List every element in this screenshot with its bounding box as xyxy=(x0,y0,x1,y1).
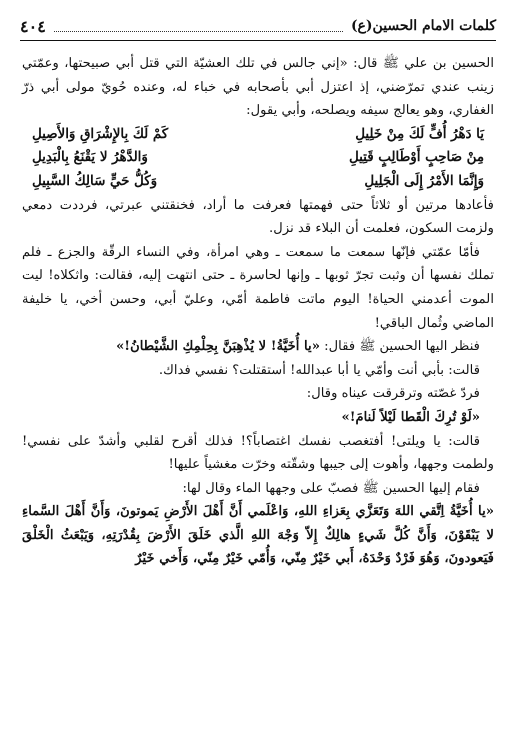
paragraph-qata-proverb: «لَوْ تُرِكَ الْقَطا لَيْلاً لَنامَ!» xyxy=(341,409,480,425)
page-body xyxy=(22,52,494,740)
page-header xyxy=(20,14,496,41)
paragraph-narration-intro: الحسين بن علي ﷺ قال: «إني جالس في تلك العشيّة التي قتل أبي صبيحتها، وعمّتي زينب عندي تمرّضني، إذ اعتزل أبي بأصحابه في خباء له، وعنده حُويّ مولى أبي ذرّ الغفاري، وهو يعالج سيفه ويصلحه، وأبي يقول: xyxy=(22,56,494,119)
paragraph-zaynab: فأمّا عمّتي فإنّها سمعت ما سمعت ـ وهي امرأة، وفي النساء الرقّة والجزع ـ فلم تملك نفسها أن وثبت تجرّ ثوبها ـ وإنها لحاسرة ـ حتى انتهت إليه، فقالت: واثكلاه! ليت الموت أعدمني الحياة! اليوم ماتت فاطمة أمّي، وعليّ أبي، وحسن أخي، يا خليفة الماضي وثُمال الباقي! xyxy=(22,244,494,331)
page-number: ٤٠٤ xyxy=(20,16,46,36)
paragraph-husayn-reply xyxy=(22,335,494,359)
poem-verse-2-second: وَالدَّهْرُ لا يَقْنَعُ بِالْبَدِيلِ xyxy=(32,149,148,166)
narration-text: فنظر اليها الحسين ﷺ فقال: xyxy=(319,339,480,355)
paragraph-zaynab-reply: قالت: بأبي أنت وأمّي يا أبا عبدالله! أستقتلت؟ نفسي فداك. xyxy=(158,362,480,378)
running-title: كلمات الامام الحسين(ع) xyxy=(350,18,496,34)
paragraph-consolation: «يا أُخَيَّةُ اِتَّقي اللهَ وَتَعَزَّي بِعَزاءِ اللهِ، وَاعْلَمي أَنَّ أَهْلَ الأَرْضِ يَموتونَ، وَأَنَّ أَهْلَ السَّماءِ لا يَبْقَوْنَ، وَأَنَّ كُلَّ شَيءٍ هالِكٌ إِلاّ وَجْهَ اللهِ الَّذي خَلَقَ الأَرْضَ بِقُدْرَتِهِ، وَيَبْعَثُ الْخَلْقَ فَيَعودونَ، وَهُوَ فَرْدٌ وَحْدَهُ، أَبي خَيْرٌ مِنّي، وَأُمّي خَيْرٌ مِنّي، وَأَخي خَيْرٌ xyxy=(22,504,494,567)
poem-block xyxy=(32,123,484,194)
paragraph-zaynab-lament: قالت: يا ويلتى! أفتغصب نفسك اغتصاباً؟! فذلك أقرح لقلبي وأشدّ على نفسي! ولطمت وجهها، وأهوت إلى جيبها وشقّته وخرّت مغشياً عليها! xyxy=(22,433,494,473)
paragraph-husayn-grief: فردّ غصّته وترقرقت عيناه وقال: xyxy=(306,386,480,402)
header-dotted-rule xyxy=(54,21,343,32)
paragraph-water: فقام إليها الحسين ﷺ فصبّ على وجهها الماء وقال لها: xyxy=(182,480,480,496)
poem-verse-3-first: وَإِنَّمَا الأَمْرُ إِلَى الْجَلِيلِ xyxy=(364,172,484,189)
poem-verse-1-second: كَمْ لَكَ بِالإِشْرَاقِ وَالأَصِيلِ xyxy=(32,125,169,142)
paragraph-repetition: فأعادها مرتين أو ثلاثاً حتى فهمتها فعرفت ما أراد، فخنقتني عبرتي، فرددت دمعي ولزمت السكون، فعلمت أن البلاء قد نزل. xyxy=(22,197,494,237)
quote-text: «يا أُخَيَّةُ! لا يُذْهِبَنَّ بِحِلْمِكِ الشَّيْطانُ!» xyxy=(116,339,320,355)
poem-verse-1-first: يَا دَهْرُ أُفٍّ لَكَ مِنْ خَلِيلِ xyxy=(355,125,484,142)
poem-verse-2-first: مِنْ صَاحِبٍ أَوْطَالِبٍ قَتِيلِ xyxy=(348,149,484,166)
poem-verse-3-second: وَكُلُّ حَيٍّ سَالِكُ السَّبِيلِ xyxy=(32,172,158,189)
